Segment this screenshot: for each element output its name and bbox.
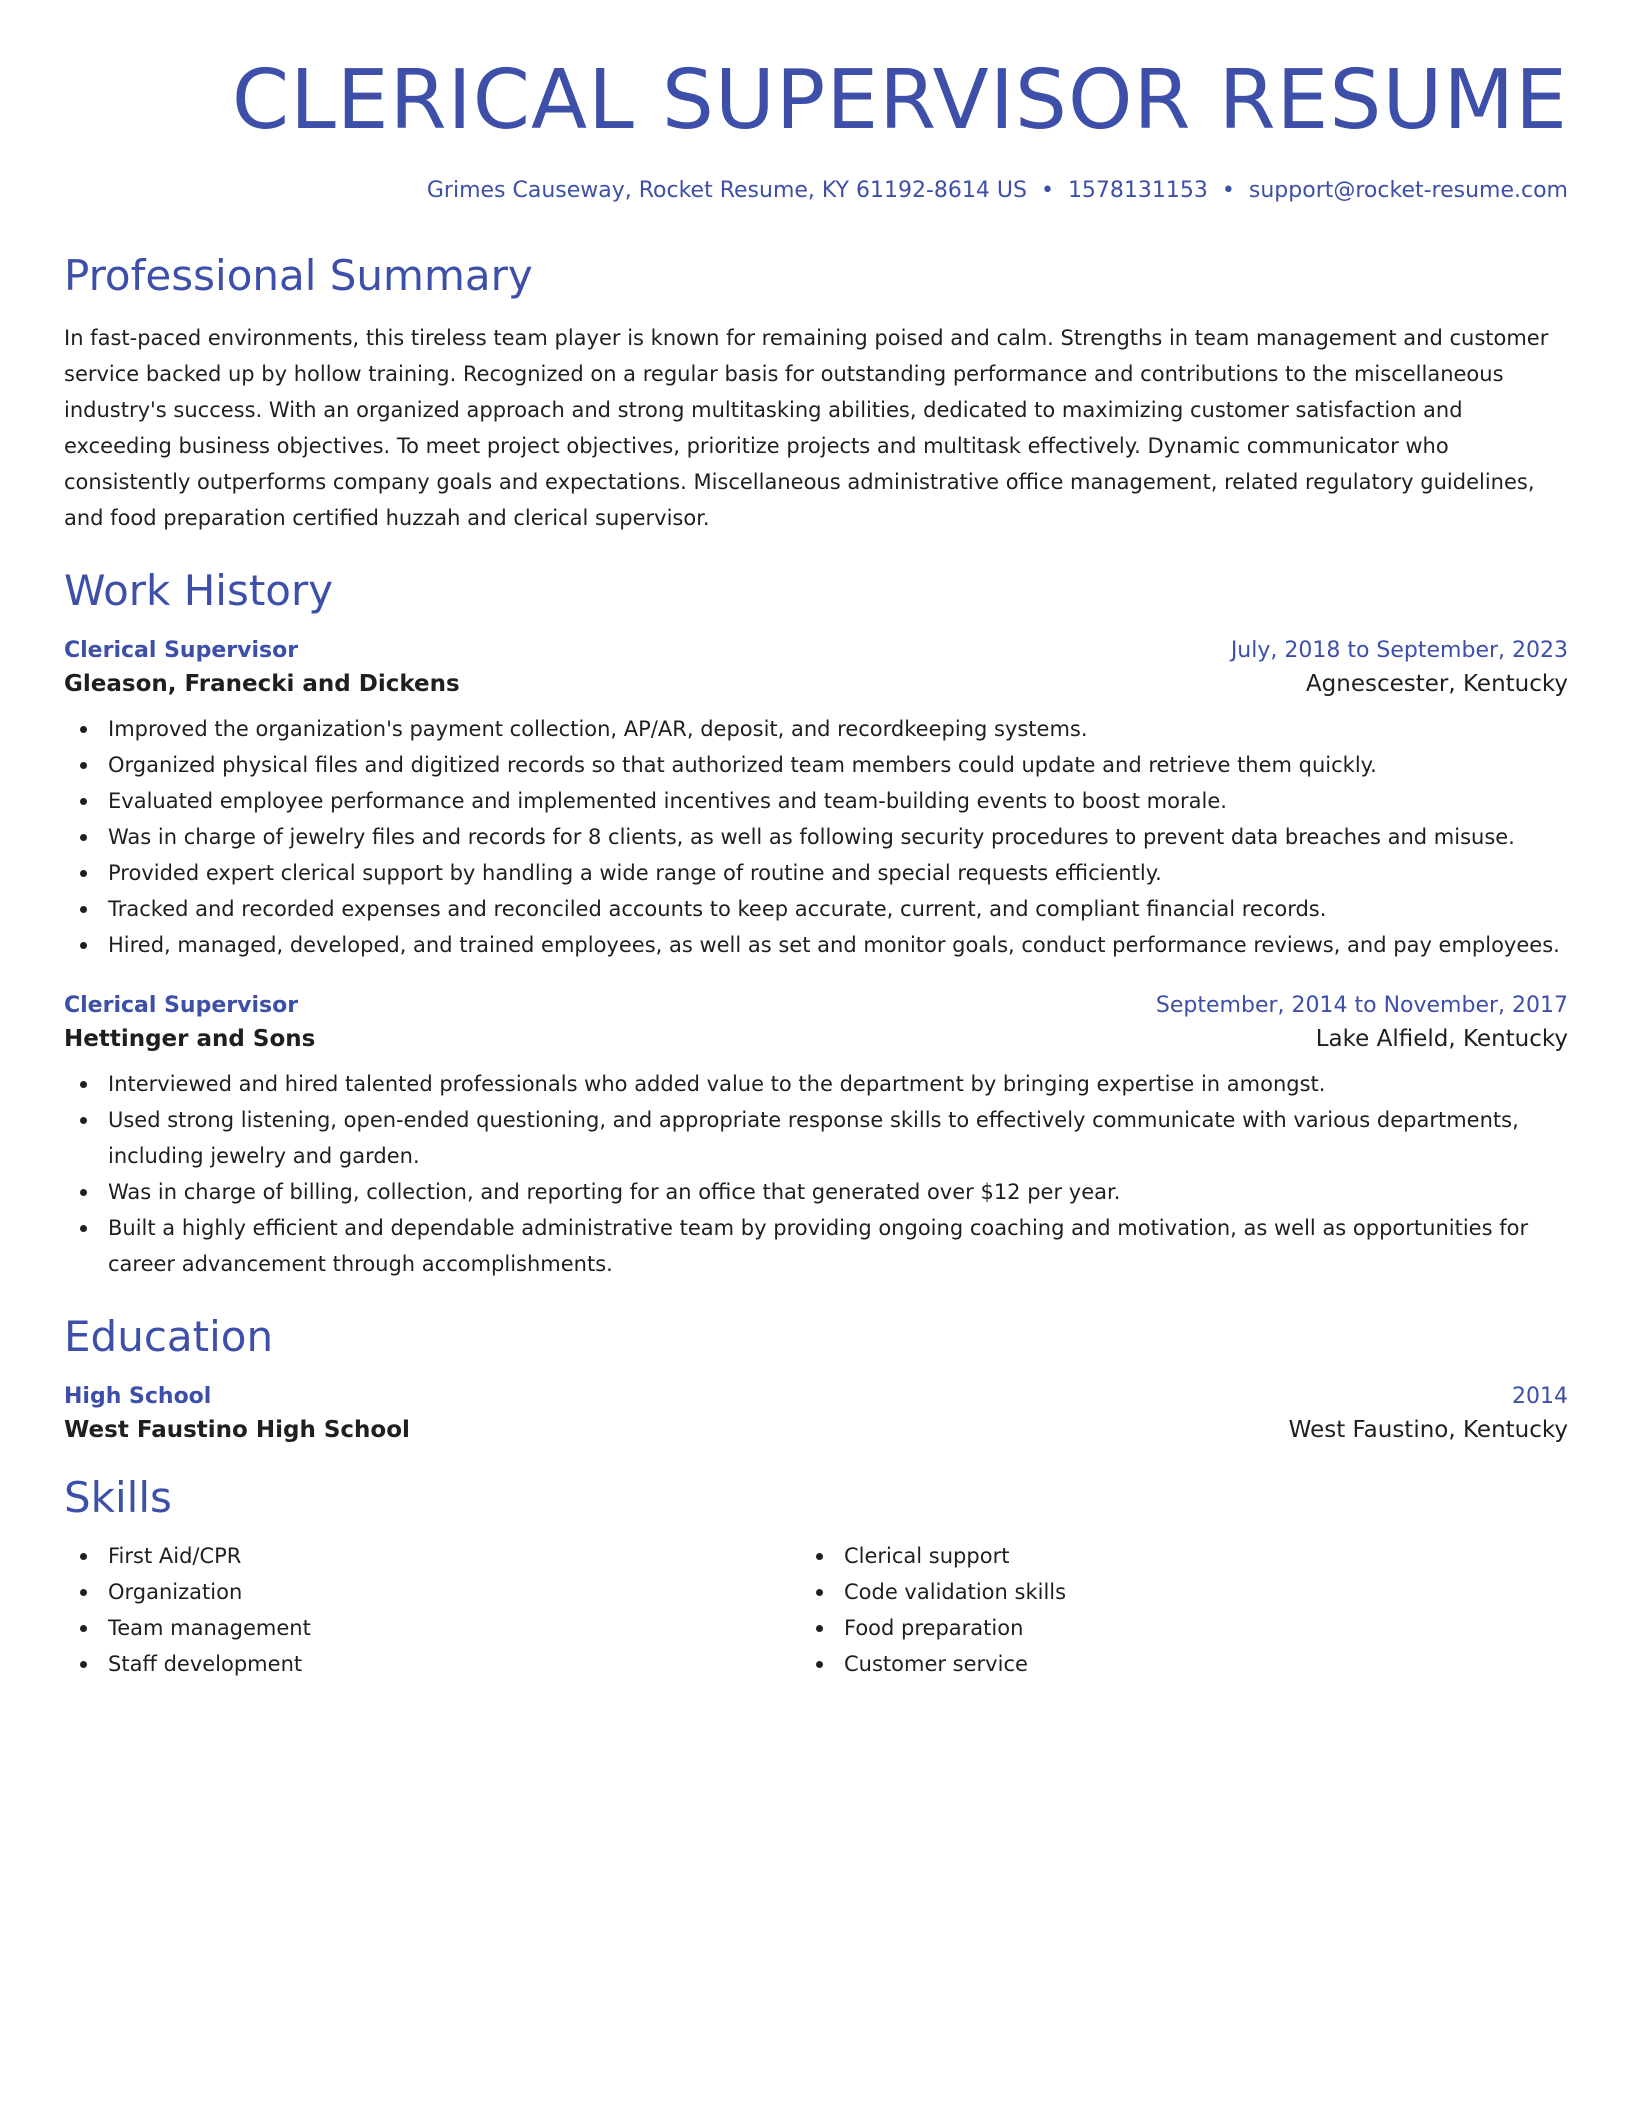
education-school-row <box>64 1417 1568 1443</box>
contact-phone: 1578131153 <box>1067 178 1208 204</box>
summary-text: In fast-paced environments, this tireless team player is known for remaining poised and calm. Strengths in team management and customer service backed up by hollow training. Recognized on a regular basis for outstanding performance and contributions to the miscellaneous industry's success. With an organized approach and strong multitasking abilities, dedicated to maximizing customer satisfaction and exceeding business objectives. To meet project objectives, prioritize projects and multitask effectively. Dynamic communicator who consistently outperforms company goals and expectations. Miscellaneous administrative office management, related regulatory guidelines, and food preparation certified huzzah and clerical supervisor. <box>64 325 1549 530</box>
bullet-text: Evaluated employee performance and implemented incentives and team-building events to boost morale. <box>108 789 1227 814</box>
bullet-text: Built a highly efficient and dependable administrative team by providing ongoing coaching and motivation, as well as opportunities for career advancement through accomplishments. <box>108 1216 1529 1277</box>
bullet-icon <box>80 1661 87 1668</box>
job-employer: Hettinger and Sons <box>64 1026 316 1053</box>
skill-text: Code validation skills <box>844 1579 1067 1604</box>
bullet-text: Tracked and recorded expenses and reconciled accounts to keep accurate, current, and compliant financial records. <box>108 897 1327 922</box>
bullet-icon <box>80 762 87 769</box>
skills-list <box>800 1538 1536 1682</box>
education-school: West Faustino High School <box>64 1417 410 1444</box>
list-item <box>800 1574 1536 1610</box>
job-employer-row <box>64 671 1568 697</box>
education-heading: Education <box>64 1312 274 1362</box>
list-item <box>64 855 1568 891</box>
list-item <box>64 1210 1568 1282</box>
list-item <box>64 711 1568 747</box>
bullet-text: Provided expert clerical support by handling a wide range of routine and special requests efficiently. <box>108 861 1162 886</box>
job-dates: July, 2018 to September, 2023 <box>1230 638 1568 664</box>
skills-section <box>64 1473 1568 1681</box>
list-item <box>64 891 1568 927</box>
education-year: 2014 <box>1512 1384 1568 1410</box>
list-item <box>64 819 1568 855</box>
work-history-heading: Work History <box>64 565 334 615</box>
bullet-text: Organized physical files and digitized records so that authorized team members could update and retrieve them quickly. <box>108 753 1377 778</box>
job-dates: September, 2014 to November, 2017 <box>1155 993 1568 1019</box>
skill-text: Food preparation <box>844 1615 1024 1640</box>
resume-title: CLERICAL SUPERVISOR RESUME <box>231 53 1568 148</box>
bullet-icon <box>80 1189 87 1196</box>
bullet-icon <box>816 1553 823 1560</box>
summary-section <box>64 251 1568 535</box>
education-section <box>64 1312 1568 1443</box>
summary-heading: Professional Summary <box>64 251 533 301</box>
bullet-icon <box>80 1553 87 1560</box>
job-header-row <box>64 993 1568 1018</box>
job-header-row <box>64 638 1568 663</box>
work-history-section <box>64 566 1568 1282</box>
list-item <box>64 1646 800 1682</box>
bullet-text: Was in charge of jewelry files and records for 8 clients, as well as following security procedures to prevent data breaches and misuse. <box>108 825 1515 850</box>
bullet-icon <box>80 1117 87 1124</box>
contact-address: Grimes Causeway, Rocket Resume, KY 61192-8614 US <box>426 178 1027 204</box>
skill-text: Team management <box>108 1615 311 1640</box>
list-item <box>64 1538 800 1574</box>
bullet-icon <box>816 1661 823 1668</box>
list-item <box>64 1066 1568 1102</box>
contact-line <box>64 178 1568 203</box>
bullet-icon <box>80 1625 87 1632</box>
education-header-row <box>64 1384 1568 1409</box>
education-location: West Faustino, Kentucky <box>1288 1417 1568 1444</box>
bullet-icon <box>80 726 87 733</box>
skills-column-left <box>64 1538 800 1682</box>
list-item <box>64 1174 1568 1210</box>
list-item <box>64 747 1568 783</box>
education-degree: High School <box>64 1384 212 1410</box>
bullet-icon <box>80 798 87 805</box>
skill-text: Customer service <box>844 1651 1028 1676</box>
job-bullets <box>64 1066 1568 1282</box>
bullet-icon <box>80 1589 87 1596</box>
job-bullets <box>64 711 1568 963</box>
skills-list <box>64 1538 800 1682</box>
list-item <box>64 1610 800 1646</box>
bullet-icon <box>80 942 87 949</box>
job-employer-row <box>64 1026 1568 1052</box>
job-title: Clerical Supervisor <box>64 993 299 1019</box>
bullet-icon <box>816 1589 823 1596</box>
job-entry <box>64 993 1568 1282</box>
list-item <box>64 1574 800 1610</box>
bullet-text: Interviewed and hired talented professionals who added value to the department by bringing expertise in amongst. <box>108 1072 1326 1097</box>
bullet-icon <box>80 834 87 841</box>
list-item <box>800 1610 1536 1646</box>
skill-text: Staff development <box>108 1651 303 1676</box>
job-location: Lake Alfield, Kentucky <box>1315 1026 1568 1053</box>
bullet-icon <box>80 1081 87 1088</box>
list-item <box>800 1538 1536 1574</box>
skill-text: Organization <box>108 1579 243 1604</box>
skill-text: First Aid/CPR <box>108 1543 242 1568</box>
bullet-text: Was in charge of billing, collection, and reporting for an office that generated over $12 per year. <box>108 1180 1121 1205</box>
list-item <box>64 1102 1568 1174</box>
list-item <box>800 1646 1536 1682</box>
contact-separator: • <box>1221 178 1235 204</box>
bullet-icon <box>80 906 87 913</box>
bullet-icon <box>80 1225 87 1232</box>
contact-email[interactable]: support@rocket-resume.com <box>1248 178 1568 204</box>
bullet-icon <box>80 870 87 877</box>
skill-text: Clerical support <box>844 1543 1010 1568</box>
bullet-text: Hired, managed, developed, and trained employees, as well as set and monitor goals, conduct performance reviews, and pay employees. <box>108 933 1560 958</box>
job-location: Agnescester, Kentucky <box>1305 671 1568 698</box>
skills-heading: Skills <box>64 1473 172 1523</box>
job-title: Clerical Supervisor <box>64 638 299 664</box>
list-item <box>64 927 1568 963</box>
job-employer: Gleason, Franecki and Dickens <box>64 671 460 698</box>
list-item <box>64 783 1568 819</box>
bullet-text: Used strong listening, open-ended questioning, and appropriate response skills to effectively communicate with various departments, including jewelry and garden. <box>108 1108 1519 1169</box>
bullet-text: Improved the organization's payment collection, AP/AR, deposit, and recordkeeping systems. <box>108 717 1088 742</box>
skills-grid <box>64 1538 1568 1682</box>
bullet-icon <box>816 1625 823 1632</box>
job-entry <box>64 638 1568 963</box>
skills-column-right <box>800 1538 1536 1682</box>
contact-separator: • <box>1040 178 1054 204</box>
